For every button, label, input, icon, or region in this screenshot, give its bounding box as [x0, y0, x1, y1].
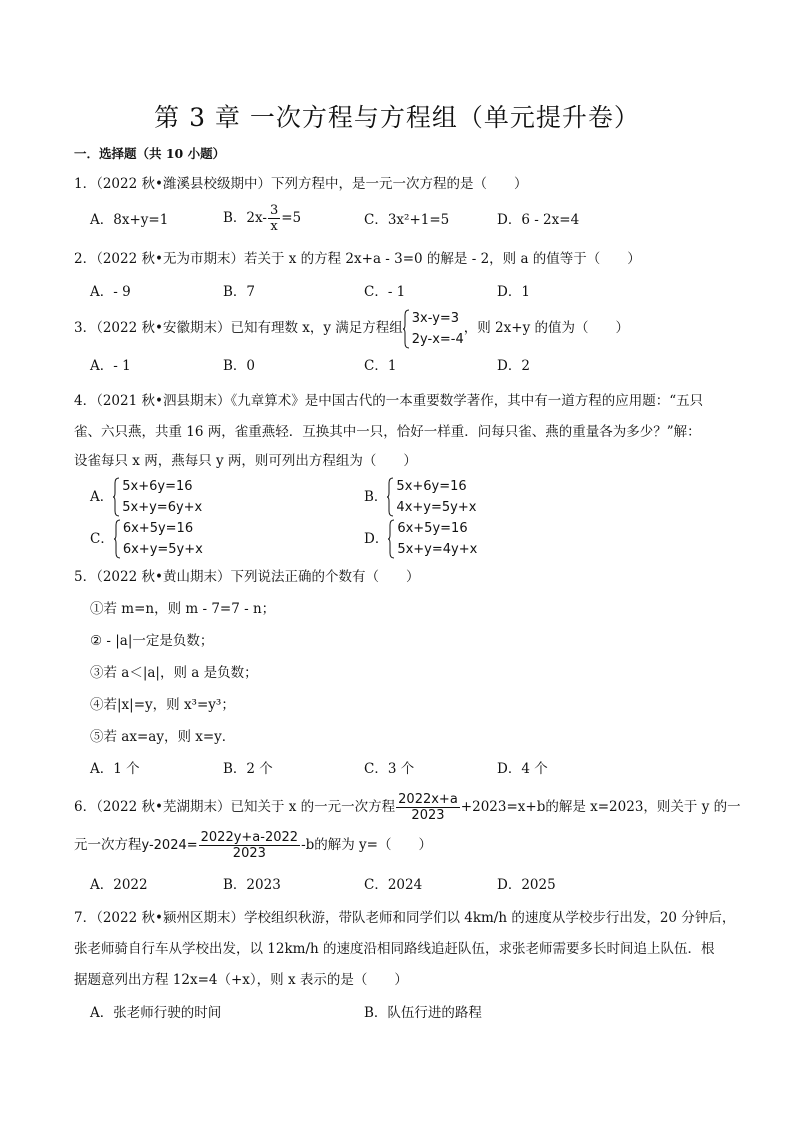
equation-system [388, 518, 477, 560]
question-6-stem-middle: +2023=x+b的解是 x=2023，则关于 y 的一 [460, 799, 741, 815]
question-6-line-2-start: 元一次方程 [74, 837, 142, 853]
question-7-option-b: B．队伍行进的路程 [364, 1005, 482, 1021]
question-5-option-b: B．2 个 [223, 761, 273, 777]
question-7-line-3: 据题意列出方程 12x=4（+x），则 x 表示的是（ ） [74, 972, 408, 988]
question-6-line-1 [74, 790, 741, 824]
question-5-statement-2: ② - |a|一定是负数； [90, 633, 214, 649]
question-2-option-d: D．1 [497, 284, 530, 300]
question-5-statement-1: ①若 m=n，则 m - 7=7 - n； [90, 601, 276, 617]
question-6-option-b: B．2023 [223, 877, 281, 893]
question-3-stem [74, 306, 629, 350]
question-1-option-b [223, 203, 301, 234]
question-4-option-c [90, 518, 203, 560]
question-5-option-a: A．1 个 [90, 761, 140, 777]
equation-row: 5x+y=4y+x [397, 542, 478, 557]
fraction [396, 792, 460, 823]
question-7-option-a: A．张老师行驶的时间 [90, 1005, 222, 1021]
question-3-option-a: A．- 1 [90, 358, 131, 374]
equation-row: 5x+6y=16 [396, 479, 467, 494]
question-5-stem: 5．（2022 秋•黄山期末）下列说法正确的个数有（ ） [74, 569, 420, 585]
question-5-option-c: C．3 个 [364, 761, 415, 777]
question-3-option-c: C．1 [364, 358, 397, 374]
question-5-statement-3: ③若 a＜|a|，则 a 是负数； [90, 665, 258, 681]
question-3-stem-end: ，则 2x+y 的值为（ ） [463, 320, 629, 336]
option-label: C． [90, 531, 114, 547]
question-3-stem-start: 3．（2022 秋•安徽期末）已知有理数 x，y 满足方程组 [74, 320, 403, 336]
left-brace-icon [403, 309, 410, 349]
fraction-numerator: 2022x+a [398, 792, 458, 807]
question-4-option-d [364, 518, 477, 560]
question-1-option-d: D．6 - 2x=4 [497, 212, 580, 228]
question-6-option-a: A．2022 [90, 877, 148, 893]
section-heading: 一．选择题（共 10 小题） [74, 146, 226, 161]
left-brace-icon [114, 519, 121, 559]
fraction-denominator: 2023 [232, 846, 266, 861]
question-2-option-c: C．- 1 [364, 284, 406, 300]
question-6-line-2 [74, 828, 432, 863]
left-brace-icon [387, 477, 394, 517]
question-6-option-c: C．2024 [364, 877, 423, 893]
question-4-line-3: 设雀每只 x 两，燕每只 y 两，则可列出方程组为（ ） [74, 453, 417, 469]
question-6-option-d: D．2025 [497, 877, 556, 893]
option-label: A． [90, 489, 114, 505]
question-1-stem: 1．（2022 秋•潍溪县校级期中）下列方程中，是一元一次方程的是（ ） [74, 176, 528, 192]
equation-row: 3x-y=3 [411, 310, 460, 326]
fraction-numerator: 3 [269, 203, 279, 218]
question-4-line-1: 4．（2021 秋•泗县期末）《九章算术》是中国古代的一本重要数学著作，其中有一道方程的应用题：“五只 [74, 393, 704, 409]
question-2-option-b: B．7 [223, 284, 256, 300]
left-brace-icon [388, 519, 395, 559]
question-5-option-d: D．4 个 [497, 761, 548, 777]
equation-row: 6x+y=5y+x [122, 542, 203, 557]
question-7-line-2: 张老师骑自行车从学校出发，以 12km/h 的速度沿相同路线追赶队伍，求张老师需要多长时间追上队伍．根 [74, 941, 715, 957]
option-b-suffix: =5 [281, 210, 302, 226]
equation-system [403, 308, 464, 350]
equation-system [114, 518, 203, 560]
question-5-statement-4: ④若|x|=y，则 x³=y³； [90, 697, 235, 713]
question-1-option-a: A．8x+y=1 [90, 212, 169, 228]
equation-system [387, 476, 476, 518]
equation-row: 6x+5y=16 [122, 521, 194, 536]
equation-system [113, 476, 202, 518]
equation-row: 5x+6y=16 [122, 479, 193, 494]
option-label: B． [364, 489, 388, 505]
equation-row: 5x+y=6y+x [122, 500, 203, 515]
equation-row: 2y-x=-4 [411, 331, 464, 347]
left-brace-icon [113, 477, 120, 517]
equation-row: 6x+5y=16 [397, 521, 468, 536]
fraction-denominator: x [270, 219, 278, 234]
question-7-line-1: 7．（2022 秋•颍州区期末）学校组织秋游，带队老师和同学们以 4km/h 的速度从学校步行出发，20 分钟后， [74, 910, 736, 926]
fraction [199, 830, 300, 861]
fraction-numerator: 2022y+a-2022 [200, 830, 299, 845]
question-3-option-b: B．0 [223, 358, 256, 374]
page-title: 第 3 章 一次方程与方程组（单元提升卷） [154, 103, 640, 132]
question-2-stem: 2．（2022 秋•无为市期末）若关于 x 的方程 2x+a - 3=0 的解是 - 2，则 a 的值等于（ ） [74, 251, 641, 267]
question-1-option-c: C．3x²+1=5 [364, 212, 450, 228]
equation-row: 4x+y=5y+x [396, 500, 477, 515]
question-4-option-a [90, 476, 202, 518]
question-2-option-a: A．- 9 [90, 284, 131, 300]
option-label: D． [364, 531, 389, 547]
option-b-prefix: B．2x- [223, 210, 267, 226]
question-3-option-d: D．2 [497, 358, 530, 374]
question-5-statement-5: ⑤若 ax=ay，则 x=y． [90, 729, 236, 745]
question-6-stem-start: 6．（2022 秋•芜湖期末）已知关于 x 的一元一次方程 [74, 799, 396, 815]
fraction [268, 203, 280, 234]
question-4-line-2: 雀、六只燕，共重 16 两，雀重燕轻．互换其中一只，恰好一样重．问每只雀、燕的重量各为多少？”解： [74, 424, 701, 440]
equation-left-side: y-2024= [141, 838, 198, 853]
question-6-line-2-end: -b的解为 y=（ ） [301, 837, 432, 853]
question-4-option-b [364, 476, 476, 518]
fraction-denominator: 2023 [411, 808, 445, 823]
